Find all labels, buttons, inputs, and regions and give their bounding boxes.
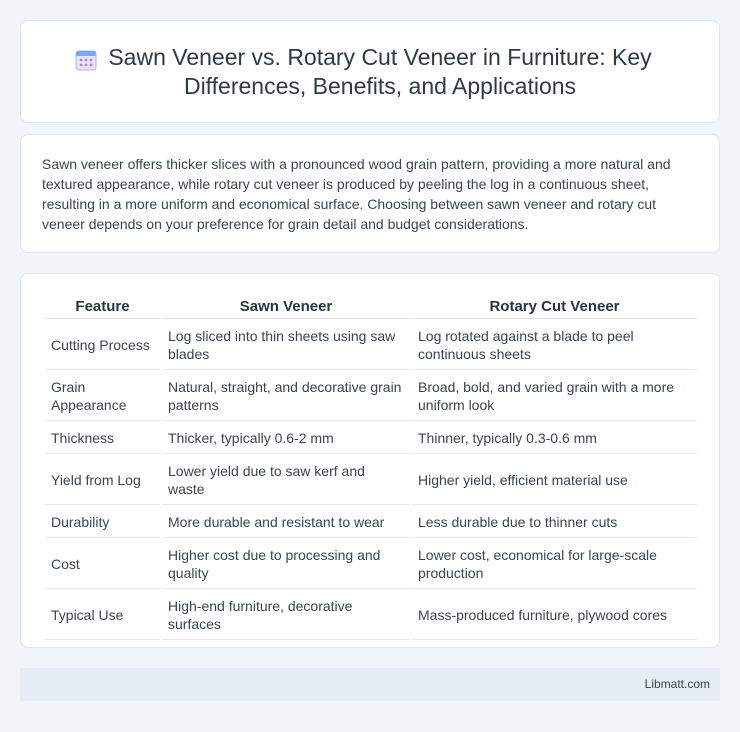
table-cell: High-end furniture, decorative surfaces	[162, 591, 410, 640]
footer-brand-link[interactable]: Libmatt.com	[644, 677, 710, 691]
table-cell: Thinner, typically 0.3-0.6 mm	[412, 423, 697, 454]
table-row	[45, 423, 697, 454]
table-row	[45, 372, 697, 421]
comparison-table	[43, 295, 699, 642]
header-feature: Feature	[45, 297, 160, 319]
table-cell: Lower cost, economical for large-scale production	[412, 540, 697, 589]
table-cell: Thickness	[45, 423, 160, 454]
comparison-card	[20, 273, 720, 648]
title-card	[20, 20, 720, 123]
title-wrap	[61, 21, 679, 122]
footer	[20, 668, 720, 701]
table-cell: Log sliced into thin sheets using saw blades	[162, 321, 410, 370]
table-cell: Higher yield, efficient material use	[412, 456, 697, 505]
header-rotary-cut-veneer: Rotary Cut Veneer	[412, 297, 697, 319]
table-cell: Log rotated against a blade to peel continuous sheets	[412, 321, 697, 370]
table-cell: Thicker, typically 0.6-2 mm	[162, 423, 410, 454]
calendar-grid-icon	[74, 48, 98, 72]
table-cell: Broad, bold, and varied grain with a more uniform look	[412, 372, 697, 421]
table-row	[45, 507, 697, 538]
table-cell: Typical Use	[45, 591, 160, 640]
table-cell: More durable and resistant to wear	[162, 507, 410, 538]
table-cell: Natural, straight, and decorative grain patterns	[162, 372, 410, 421]
table-row	[45, 540, 697, 589]
table-row	[45, 321, 697, 370]
table-row	[45, 456, 697, 505]
page-title: Sawn Veneer vs. Rotary Cut Veneer in Furniture: Key Differences, Benefits, and Applications	[108, 43, 652, 99]
table-cell: Lower yield due to saw kerf and waste	[162, 456, 410, 505]
table-cell: Mass-produced furniture, plywood cores	[412, 591, 697, 640]
table-cell: Less durable due to thinner cuts	[412, 507, 697, 538]
table-cell: Higher cost due to processing and quality	[162, 540, 410, 589]
table-header-row	[45, 297, 697, 319]
intro-card	[20, 134, 720, 253]
intro-paragraph: Sawn veneer offers thicker slices with a pronounced wood grain pattern, providing a more natural and textured appearance, while rotary cut veneer is produced by peeling the log in a continuous sheet, resulting in a more uniform and economical surface. Choosing between sawn veneer and rotary cut veneer depends on your preference for grain detail and budget considerations.	[42, 156, 671, 232]
header-sawn-veneer: Sawn Veneer	[162, 297, 410, 319]
table-cell: Cutting Process	[45, 321, 160, 370]
table-cell: Cost	[45, 540, 160, 589]
table-cell: Grain Appearance	[45, 372, 160, 421]
table-cell: Yield from Log	[45, 456, 160, 505]
table-row	[45, 591, 697, 640]
table-cell: Durability	[45, 507, 160, 538]
